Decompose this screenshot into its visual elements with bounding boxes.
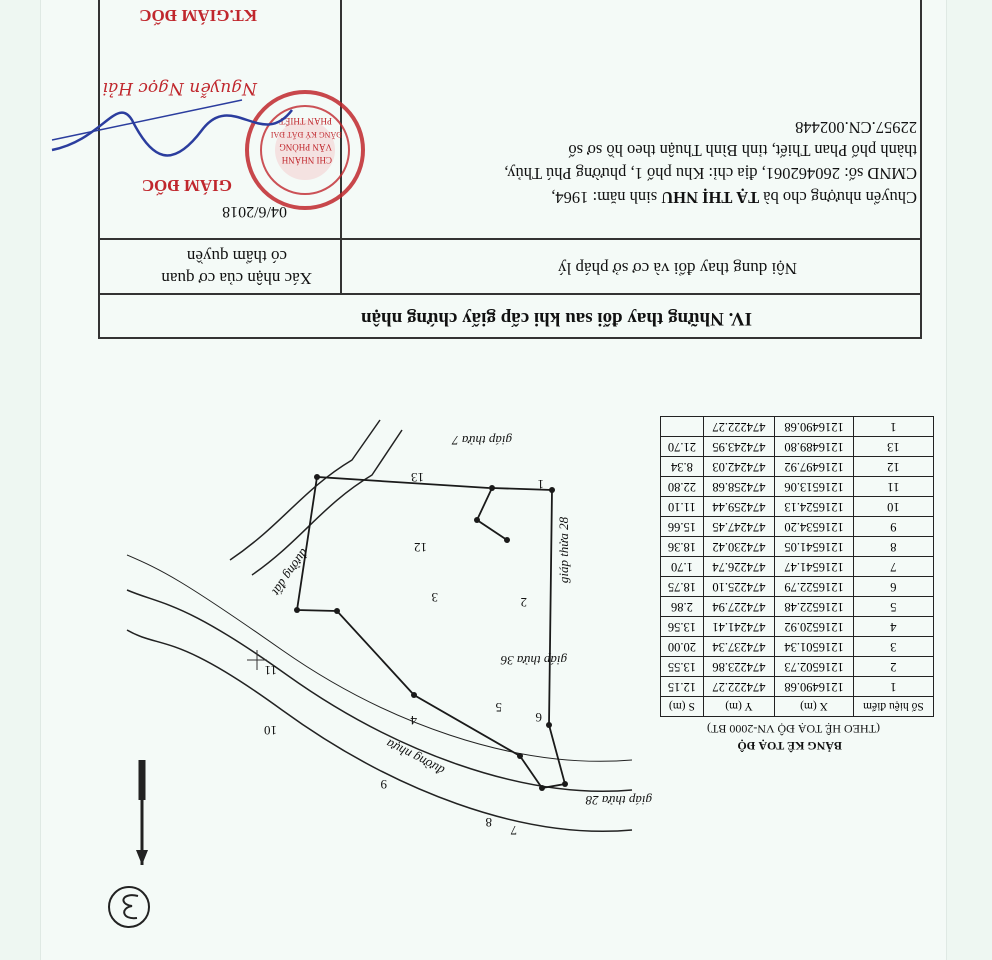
- cell-point-id: 7: [853, 557, 933, 577]
- point-label-10: 10: [264, 723, 277, 738]
- cell-y: 474237.34: [703, 637, 774, 657]
- point-label-7: 7: [510, 823, 517, 838]
- cell-point-id: 8: [853, 537, 933, 557]
- cell-point-id: 13: [853, 437, 933, 457]
- cell-point-id: 6: [853, 577, 933, 597]
- stamp-text-2: VĂN PHÒNG: [279, 142, 332, 152]
- col-y: Y (m): [703, 697, 774, 717]
- cell-y: 474226.74: [703, 557, 774, 577]
- cell-point-id: 3: [853, 637, 933, 657]
- change-entry-line-4: 22957.CN.002448: [795, 118, 917, 137]
- table-row: [661, 537, 934, 557]
- table-row: [661, 437, 934, 457]
- parcel-map: [122, 360, 642, 900]
- point-label-6: 6: [535, 710, 542, 725]
- cell-s: 22.80: [661, 477, 704, 497]
- cell-x: 1216501.34: [775, 637, 854, 657]
- change-entry-line-3: thành phố Phan Thiết, tỉnh Bình Thuận theo hồ sơ số: [568, 141, 917, 160]
- cell-s: 18.36: [661, 537, 704, 557]
- north-arrow-icon: [122, 750, 162, 870]
- point-label-9: 9: [380, 777, 387, 792]
- coord-table-subtitle: (THEO HỆ TOẠ ĐỘ VN-2000 BT): [707, 722, 880, 736]
- label-neighbor-28-bottom: giáp thửa 28: [585, 793, 652, 808]
- point-label-4: 4: [410, 713, 417, 728]
- cell-y: 474227.94: [703, 597, 774, 617]
- cell-y: 474259.44: [703, 497, 774, 517]
- cell-point-id: 9: [853, 517, 933, 537]
- cell-y: 474258.68: [703, 477, 774, 497]
- cell-s: [661, 417, 704, 437]
- change-entry-prefix: Chuyển nhượng cho bà: [759, 188, 917, 207]
- change-entry-line-1: [551, 186, 917, 208]
- table-row: [661, 457, 934, 477]
- cell-point-id: 1: [853, 417, 933, 437]
- cell-x: 1216497.92: [775, 457, 854, 477]
- cell-s: 12.15: [661, 677, 704, 697]
- cell-y: 474223.86: [703, 657, 774, 677]
- cell-y: 474241.41: [703, 617, 774, 637]
- stamp-text-3: ĐĂNG KÝ ĐẤT ĐAI: [270, 130, 342, 139]
- cell-x: 1216490.68: [775, 677, 854, 697]
- col-confirmation-2: có thẩm quyền: [186, 247, 287, 266]
- changes-table-head-divider: [98, 238, 922, 240]
- table-row: [661, 637, 934, 657]
- label-road-big: đường nhựa: [383, 736, 447, 779]
- point-label-5: 5: [495, 700, 502, 715]
- stamp-text-4: PHAN THIẾT: [279, 116, 332, 126]
- cell-s: 20.00: [661, 637, 704, 657]
- label-neighbor-28-top: giáp thửa 28: [555, 516, 571, 584]
- table-row: [661, 677, 934, 697]
- cell-s: 11.10: [661, 497, 704, 517]
- cell-y: 474225.10: [703, 577, 774, 597]
- cell-y: 474243.95: [703, 437, 774, 457]
- col-x: X (m): [775, 697, 854, 717]
- point-label-8: 8: [485, 815, 492, 830]
- confirmation-date: 04/6/2018: [222, 203, 287, 220]
- cell-x: 1216541.47: [775, 557, 854, 577]
- cell-x: 1216541.05: [775, 537, 854, 557]
- cell-y: 474222.27: [703, 417, 774, 437]
- confirmation-role: GIÁM ĐỐC: [141, 176, 232, 195]
- cell-point-id: 1: [853, 677, 933, 697]
- col-point-id: Số hiệu điểm: [853, 697, 933, 717]
- cell-s: 8.34: [661, 457, 704, 477]
- cell-s: 1.70: [661, 557, 704, 577]
- cell-x: 1216522.48: [775, 597, 854, 617]
- col-confirmation-1: Xác nhận của cơ quan: [161, 269, 312, 288]
- table-row: [661, 417, 934, 437]
- cell-x: 1216490.68: [775, 417, 854, 437]
- cell-y: 474230.42: [703, 537, 774, 557]
- label-neighbor-7: giáp thửa 7: [452, 433, 512, 448]
- col-s: S (m): [661, 697, 704, 717]
- confirmation-role-deputy: KT.GIÁM ĐỐC: [139, 6, 257, 25]
- point-label-3: 3: [431, 590, 438, 605]
- change-entry-line-2: CMND số: 260462061, địa chỉ: Khu phố 1, phường Phú Thủy,: [504, 164, 917, 183]
- cell-s: 13.56: [661, 617, 704, 637]
- table-row: [661, 557, 934, 577]
- cell-s: 18.75: [661, 577, 704, 597]
- label-dirt-road: đường đất: [269, 546, 313, 599]
- table-row: [661, 597, 934, 617]
- cell-point-id: 10: [853, 497, 933, 517]
- dirt-road-1: [252, 430, 402, 575]
- cell-x: 1216513.06: [775, 477, 854, 497]
- change-entry-year: sinh năm: 1964,: [551, 188, 662, 207]
- signature-mark: [42, 80, 302, 170]
- cell-x: 1216524.13: [775, 497, 854, 517]
- table-row: [661, 617, 934, 637]
- coordinate-table: [660, 416, 934, 717]
- cell-point-id: 5: [853, 597, 933, 617]
- table-row: [661, 577, 934, 597]
- changes-table-title-divider: [98, 293, 922, 295]
- cell-y: 474242.03: [703, 457, 774, 477]
- table-row: [661, 497, 934, 517]
- cell-point-id: 12: [853, 457, 933, 477]
- cell-s: 13.55: [661, 657, 704, 677]
- change-entry-name: TẠ THỊ NHU: [661, 188, 760, 207]
- coord-table-title: BẢNG KÊ TOẠ ĐỘ: [737, 739, 842, 753]
- parcel-boundary: [297, 477, 565, 788]
- road-edge-2: [127, 590, 632, 791]
- table-row: [661, 517, 934, 537]
- stamp-text-1: CHI NHÁNH: [281, 155, 332, 165]
- cell-s: 2.86: [661, 597, 704, 617]
- dirt-road-2: [230, 420, 380, 560]
- cell-x: 1216502.73: [775, 657, 854, 677]
- coordinate-table-header: [661, 697, 934, 717]
- table-row: [661, 477, 934, 497]
- cell-x: 1216489.80: [775, 437, 854, 457]
- cell-s: 15.66: [661, 517, 704, 537]
- cell-y: 474222.27: [703, 677, 774, 697]
- point-label-2: 2: [520, 595, 527, 610]
- cell-y: 474247.45: [703, 517, 774, 537]
- cell-x: 1216534.20: [775, 517, 854, 537]
- cell-point-id: 11: [853, 477, 933, 497]
- point-label-11: 11: [264, 663, 277, 678]
- coordinate-table-body: [661, 417, 934, 697]
- logo-seal-icon: [106, 884, 152, 930]
- point-label-12: 12: [414, 540, 427, 555]
- point-label-1: 1: [537, 477, 544, 492]
- label-neighbor-36: giáp thửa 36: [500, 653, 567, 668]
- cell-point-id: 2: [853, 657, 933, 677]
- cell-s: 21.70: [661, 437, 704, 457]
- signer-name: Nguyễn Ngọc Hải: [102, 78, 257, 98]
- col-change-content: Nội dung thay đổi và cơ sở pháp lý: [558, 259, 797, 278]
- table-row: [661, 657, 934, 677]
- cell-x: 1216522.79: [775, 577, 854, 597]
- cell-x: 1216520.92: [775, 617, 854, 637]
- section-title: IV. Những thay đổi sau khi cấp giấy chứng nhận: [361, 308, 752, 329]
- point-label-13: 13: [411, 470, 424, 485]
- cell-point-id: 4: [853, 617, 933, 637]
